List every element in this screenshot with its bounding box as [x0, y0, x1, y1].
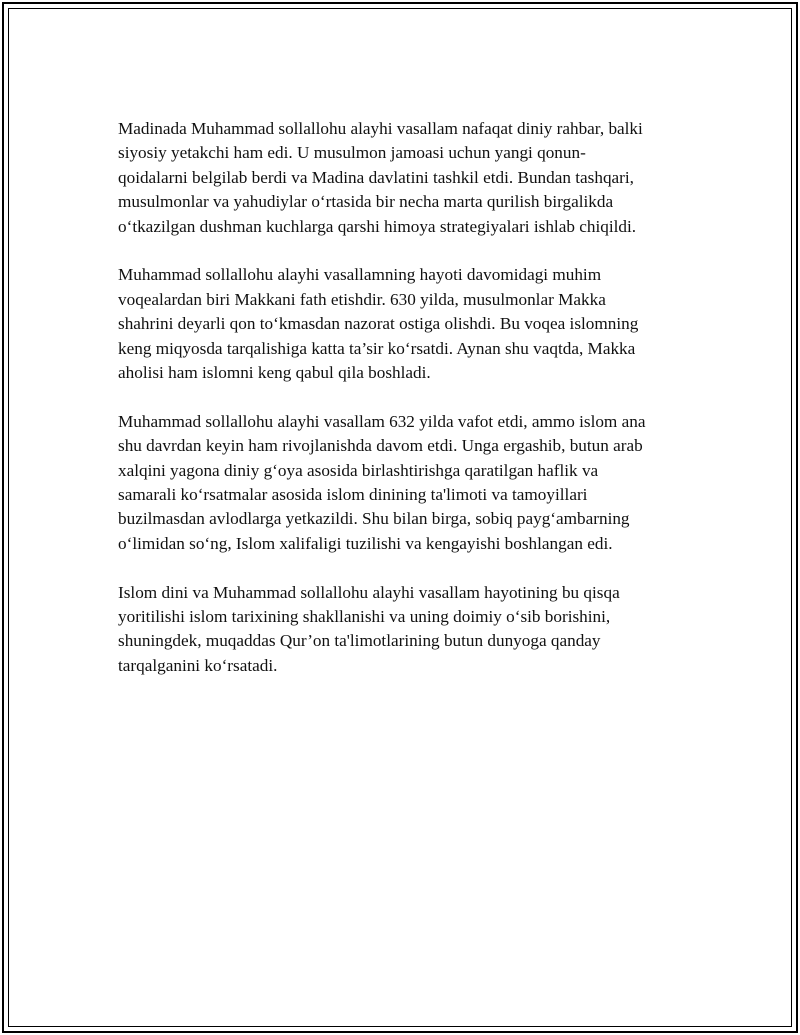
text-line: buzilmasdan avlodlarga yetkazildi. Shu bilan birga, sobiq payg‘ambarning: [118, 509, 630, 529]
text-line: musulmonlar va yahudiylar o‘rtasida bir necha marta qurilish birgalikda: [118, 192, 614, 212]
text-line: samarali ko‘rsatmalar asosida islom dinining ta'limoti va tamoyillari: [118, 485, 588, 505]
text-line: Islom dini va Muhammad sollallohu alayhi vasallam hayotining bu qisqa: [118, 582, 620, 602]
text-line: o‘tkazilgan dushman kuchlarga qarshi himoya strategiyalari ishlab chiqildi.: [118, 216, 637, 236]
text-line: o‘limidan so‘ng, Islom xalifaligi tuzilishi va kengayishi boshlangan edi.: [118, 533, 613, 553]
text-line: siyosiy yetakchi ham edi. U musulmon jamoasi uchun yangi qonun-: [118, 143, 586, 163]
text-line: Muhammad sollallohu alayhi vasallam 632 yilda vafot etdi, ammo islom ana: [118, 411, 646, 431]
text-line: aholisi ham islomni keng qabul qila boshladi.: [118, 363, 431, 383]
text-line: Madinada Muhammad sollallohu alayhi vasallam nafaqat diniy rahbar, balki: [118, 119, 643, 138]
text-line: keng miqyosda tarqalishiga katta ta’sir ko‘rsatdi. Aynan shu vaqtda, Makka: [118, 338, 636, 358]
paragraph-vafot: [118, 410, 693, 556]
document-body: [118, 117, 693, 703]
text-line: shahrini deyarli qon to‘kmasdan nazorat ostiga olishdi. Bu voqea islomning: [118, 314, 639, 334]
text-line: xalqini yagona diniy g‘oya asosida birlashtirishga qaratilgan haflik va: [118, 460, 599, 480]
paragraph-madina: [118, 117, 693, 239]
text-line: voqealardan biri Makkani fath etishdir. 630 yilda, musulmonlar Makka: [118, 289, 606, 309]
text-line: yoritilishi islom tarixining shakllanishi va uning doimiy o‘sib borishini,: [118, 607, 611, 627]
paragraph-xulosa: [118, 581, 693, 679]
text-line: tarqalganini ko‘rsatadi.: [118, 655, 278, 675]
text-line: qoidalarni belgilab berdi va Madina davlatini tashkil etdi. Bundan tashqari,: [118, 167, 634, 187]
text-line: shu davrdan keyin ham rivojlanishda davom etdi. Unga ergashib, butun arab: [118, 436, 643, 456]
text-line: shuningdek, muqaddas Qur’on ta'limotlarining butun dunyoga qanday: [118, 631, 601, 651]
paragraph-makka: [118, 263, 693, 385]
text-line: Muhammad sollallohu alayhi vasallamning hayoti davomidagi muhim: [118, 265, 602, 285]
